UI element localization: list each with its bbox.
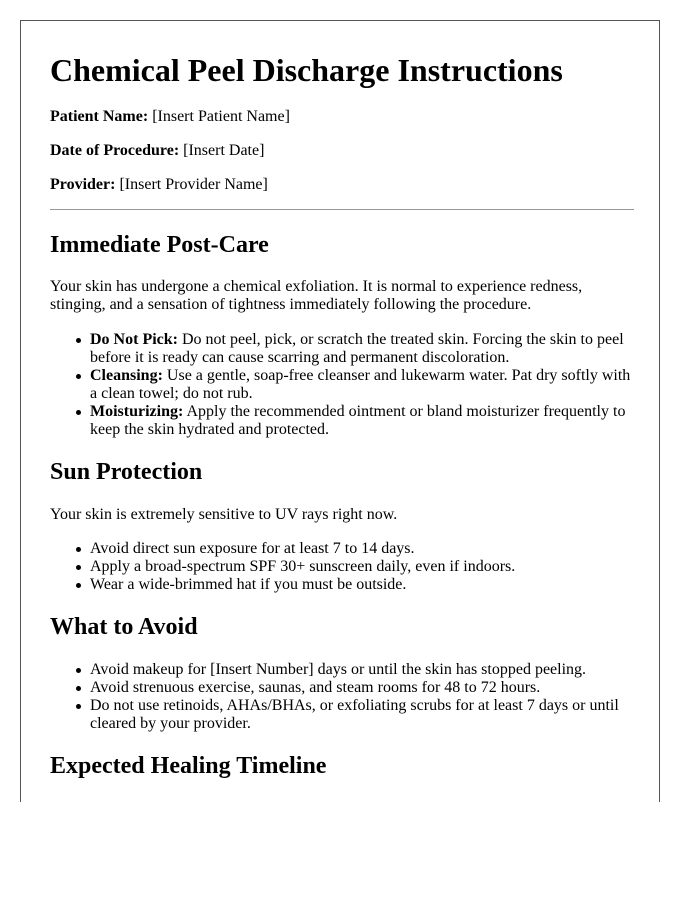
list-item xyxy=(90,331,634,367)
list-item xyxy=(90,367,634,403)
patient-name-value: [Insert Patient Name] xyxy=(152,108,290,125)
section-title-post-care: Immediate Post-Care xyxy=(50,232,269,258)
provider-label: Provider: xyxy=(50,176,116,193)
post-care-list xyxy=(50,331,634,439)
list-item-text: Apply the recommended ointment or bland moisturizer frequently to keep the skin hydrated and protected. xyxy=(90,403,626,438)
section-title-what-to-avoid: What to Avoid xyxy=(50,614,198,640)
list-item xyxy=(90,576,634,594)
list-item-text: Wear a wide-brimmed hat if you must be outside. xyxy=(90,576,407,593)
list-item xyxy=(90,679,634,697)
procedure-date-label: Date of Procedure: xyxy=(50,142,180,159)
what-to-avoid-list xyxy=(50,661,634,733)
list-item xyxy=(90,558,634,576)
section-title-healing-timeline: Expected Healing Timeline xyxy=(50,753,327,779)
post-care-intro: Your skin has undergone a chemical exfoliation. It is normal to experience redness, stinging, and a sensation of tightness immediately following the procedure. xyxy=(50,278,583,313)
provider-line xyxy=(50,175,268,195)
procedure-date-line xyxy=(50,141,264,161)
list-item-label: Moisturizing: xyxy=(90,403,184,420)
list-item-text: Do not peel, pick, or scratch the treated skin. Forcing the skin to peel before it is ready can cause scarring and permanent discoloration. xyxy=(90,331,624,366)
list-item-label: Do Not Pick: xyxy=(90,331,178,348)
document-page xyxy=(20,20,660,802)
list-item-text: Avoid strenuous exercise, saunas, and steam rooms for 48 to 72 hours. xyxy=(90,679,541,696)
procedure-date-value: [Insert Date] xyxy=(183,142,265,159)
sun-protection-list xyxy=(50,540,634,594)
list-item-text: Do not use retinoids, AHAs/BHAs, or exfoliating scrubs for at least 7 days or until cleared by your provider. xyxy=(90,697,619,732)
list-item xyxy=(90,661,634,679)
header-divider xyxy=(50,209,634,210)
list-item-text: Use a gentle, soap-free cleanser and lukewarm water. Pat dry softly with a clean towel; do not rub. xyxy=(90,367,631,402)
sun-protection-intro: Your skin is extremely sensitive to UV rays right now. xyxy=(50,506,398,523)
list-item-text: Apply a broad-spectrum SPF 30+ sunscreen daily, even if indoors. xyxy=(90,558,516,575)
patient-name-label: Patient Name: xyxy=(50,108,149,125)
list-item xyxy=(90,540,634,558)
list-item-text: Avoid direct sun exposure for at least 7 to 14 days. xyxy=(90,540,415,557)
section-title-sun-protection: Sun Protection xyxy=(50,459,203,485)
patient-name-line xyxy=(50,107,290,127)
list-item xyxy=(90,403,634,439)
document-title: Chemical Peel Discharge Instructions xyxy=(50,52,563,88)
provider-value: [Insert Provider Name] xyxy=(119,176,268,193)
list-item xyxy=(90,697,634,733)
list-item-text: Avoid makeup for [Insert Number] days or until the skin has stopped peeling. xyxy=(90,661,587,678)
list-item-label: Cleansing: xyxy=(90,367,163,384)
